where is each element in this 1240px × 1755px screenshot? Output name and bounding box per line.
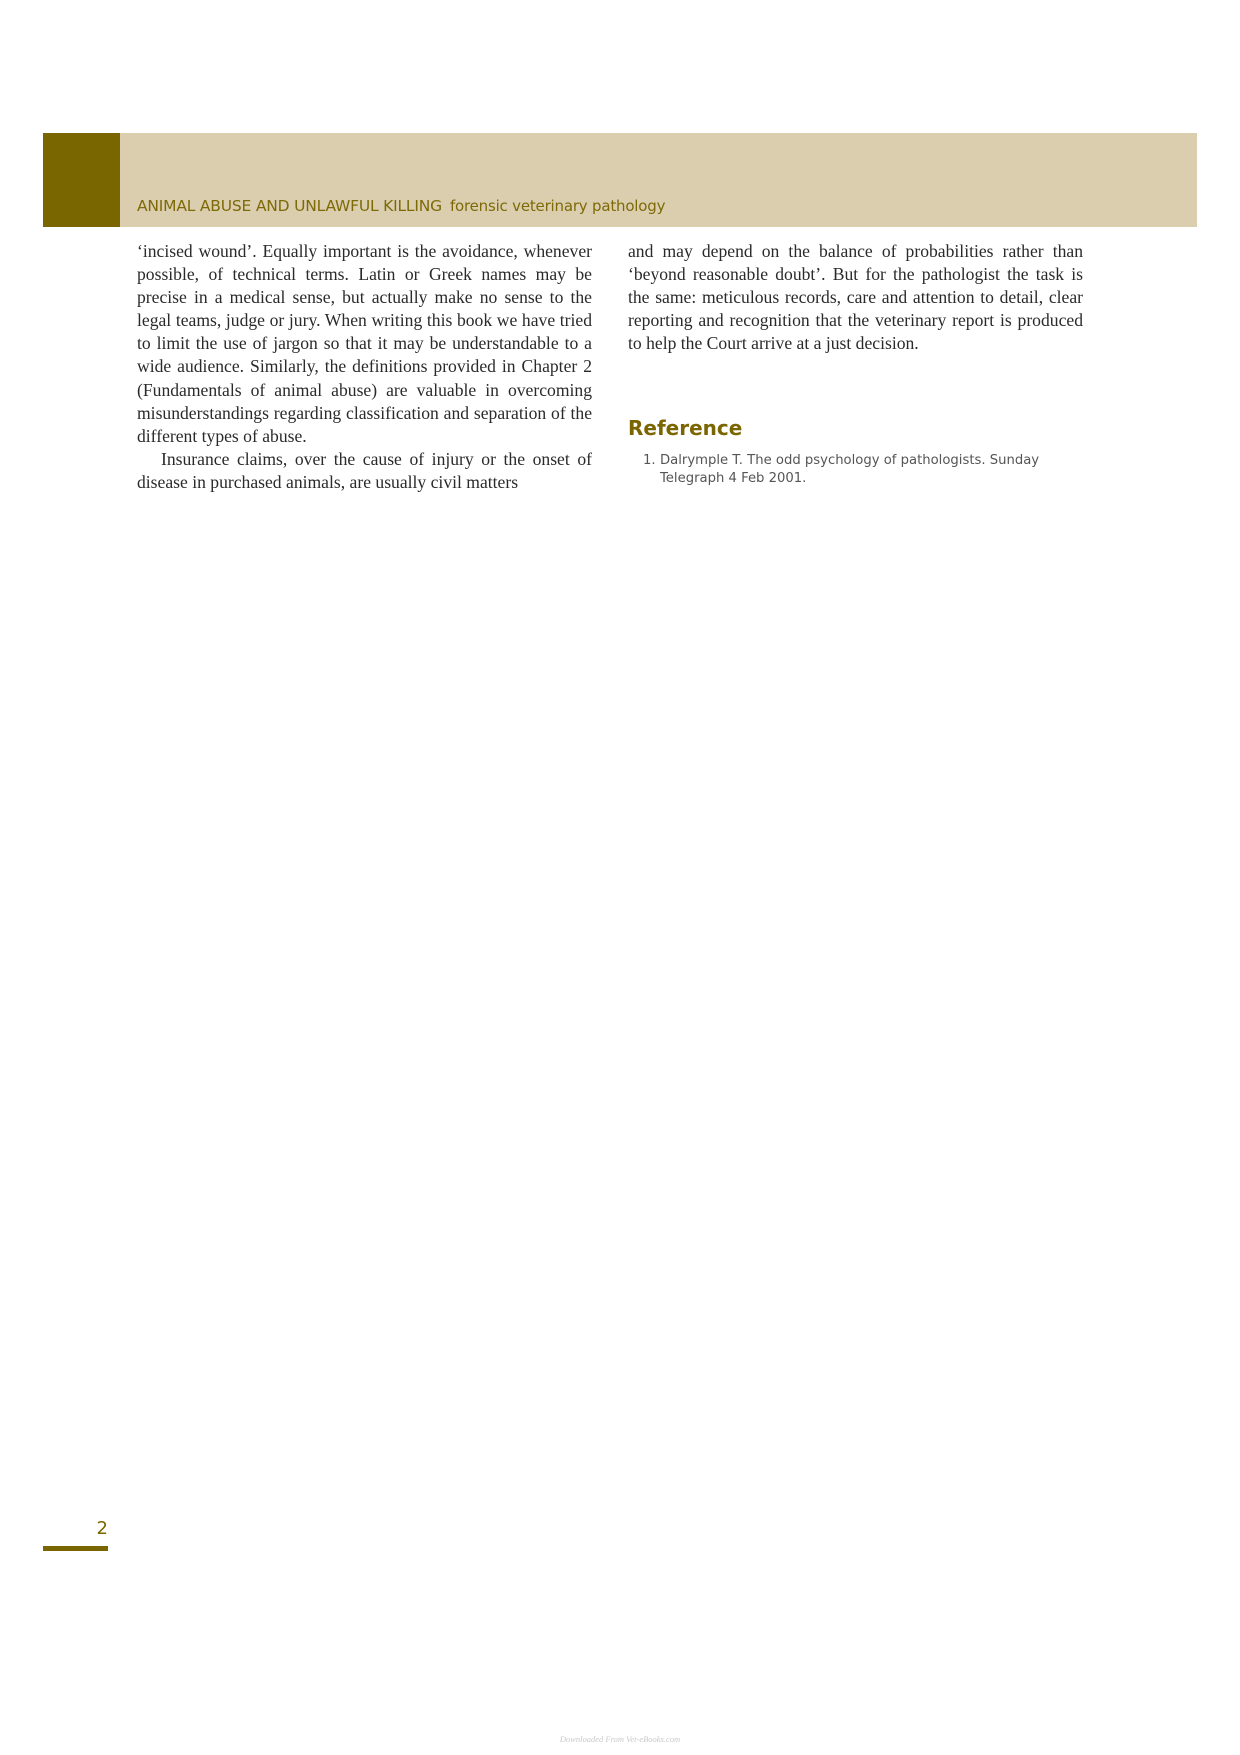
page-number-rule: [43, 1546, 108, 1551]
left-column: [137, 240, 592, 494]
body-paragraph: ‘incised wound’. Equally important is the avoidance, whenever possible, of technical terms. Latin or Greek names may be precise in a medical sense, but actually make no sense to the legal teams, judge or jury. When writing this book we have tried to limit the use of jargon so that it may be understandable to a wide audience. Similarly, the definitions provided in Chapter 2 (Fundamentals of animal abuse) are valuable in overcoming misunderstandings regarding classification and separation of the different types of abuse.: [137, 241, 592, 446]
book-subtitle: forensic veterinary pathology: [449, 197, 666, 215]
running-head: [137, 197, 665, 215]
page-number: 2: [96, 1518, 108, 1539]
running-header-band: [43, 133, 1197, 227]
right-column: [628, 240, 1083, 355]
reference-item: [628, 452, 1088, 487]
book-title: ANIMAL ABUSE AND UNLAWFUL KILLING: [137, 197, 442, 215]
download-watermark: Downloaded From Vet-eBooks.com: [559, 1734, 681, 1744]
header-accent-block: [43, 133, 120, 227]
reference-list: [628, 452, 1088, 487]
reference-text: Dalrymple T. The odd psychology of pathologists. Sunday Telegraph 4 Feb 2001.: [660, 453, 1040, 486]
body-paragraph: Insurance claims, over the cause of injury or the onset of disease in purchased animals, are usually civil matters: [137, 448, 592, 492]
reference-number: 1.: [643, 453, 656, 468]
references-heading: Reference: [628, 416, 743, 440]
body-paragraph: and may depend on the balance of probabilities rather than ‘beyond reasonable doubt’. But for the pathologist the task is the same: meticulous records, care and attention to detail, clear reporting and recognition that the veterinary report is produced to help the Court arrive at a just decision.: [628, 241, 1083, 354]
